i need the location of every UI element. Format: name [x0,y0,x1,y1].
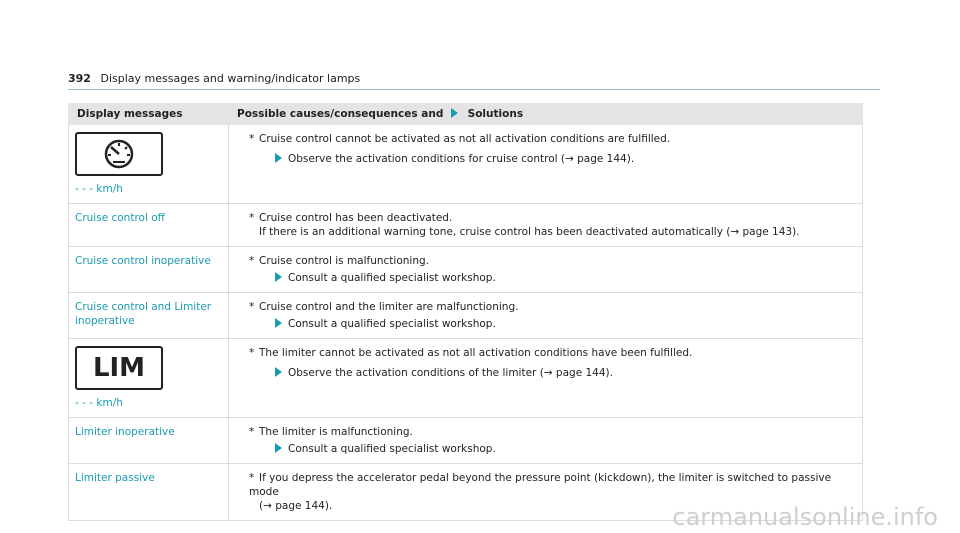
cruise-control-speedometer-icon [75,132,163,176]
action-arrow-icon [275,272,282,282]
cause-text: Cruise control is malfunctioning. [259,255,429,267]
display-message-label: Limiter passive [69,464,229,521]
table-row [69,418,863,464]
speed-readout: - - - km/h [75,397,123,409]
action-arrow-icon [275,367,282,377]
cause-text: Cruise control cannot be activated as not all activation conditions are fulfilled. [259,133,671,145]
causes-solutions-cell: * Cruise control is malfunctioning. Consult a qualified specialist workshop. [229,247,863,293]
watermark: carmanualsonline.info [672,503,938,531]
column-header-causes: Possible causes/consequences and [237,108,444,120]
cause-text: The limiter cannot be activated as not all activation conditions have been fulfilled. [259,347,693,359]
action-arrow-icon [451,108,458,118]
causes-solutions-cell: * The limiter cannot be activated as not all activation conditions have been fulfilled. Observe the activation conditions of the limiter (→ page 144). [229,339,863,418]
action-arrow-icon [275,318,282,328]
column-header-causes-solutions [229,104,863,125]
display-messages-table [68,103,863,521]
display-message-label: Limiter inoperative [69,418,229,464]
action-text: Consult a qualified specialist workshop. [288,272,496,284]
speed-readout: - - - km/h [75,183,123,195]
table-header-row [69,104,863,125]
page-header [68,72,880,90]
causes-solutions-cell: * Cruise control cannot be activated as not all activation conditions are fulfilled. Observe the activation conditions for cruise control (→ page 144). [229,125,863,204]
action-text: Consult a qualified specialist workshop. [288,443,496,455]
table-row [69,293,863,339]
table-row [69,204,863,247]
action-text: Consult a qualified specialist workshop. [288,318,496,330]
table-row [69,125,863,204]
limiter-lim-icon: LIM [75,346,163,390]
cause-detail-text: (→ page 144). [259,500,333,512]
column-header-solutions: Solutions [467,108,524,120]
table-row [69,339,863,418]
causes-solutions-cell: * Cruise control has been deactivated. If there is an additional warning tone, cruise control has been deactivated automatically (→ page 143). [229,204,863,247]
display-message-label: Cruise control inoperative [69,247,229,293]
cause-text: The limiter is malfunctioning. [259,426,413,438]
display-message-label: Cruise control and Limiter inoperative [69,293,229,339]
display-message-cell [69,125,229,204]
cause-text: If you depress the accelerator pedal beyond the pressure point (kickdown), the limiter is switched to passive mode [249,472,832,498]
table-row [69,247,863,293]
display-message-cell [69,339,229,418]
action-text: Observe the activation conditions of the limiter (→ page 144). [288,367,613,379]
page-number: 392 [68,72,91,85]
action-arrow-icon [275,153,282,163]
causes-solutions-cell: * The limiter is malfunctioning. Consult a qualified specialist workshop. [229,418,863,464]
action-text: Observe the activation conditions for cruise control (→ page 144). [288,153,635,165]
column-header-display-messages: Display messages [69,104,229,125]
cause-text: Cruise control and the limiter are malfunctioning. [259,301,519,313]
action-arrow-icon [275,443,282,453]
causes-solutions-cell: * Cruise control and the limiter are malfunctioning. Consult a qualified specialist workshop. [229,293,863,339]
cause-detail-text: If there is an additional warning tone, cruise control has been deactivated automatically (→ page 143). [259,226,800,238]
display-message-label: Cruise control off [69,204,229,247]
causes-solutions-cell: * If you depress the accelerator pedal beyond the pressure point (kickdown), the limiter is switched to passive mode (→ page 144). [229,464,863,521]
cause-text: Cruise control has been deactivated. [259,212,453,224]
page-header-title: Display messages and warning/indicator lamps [100,72,361,85]
